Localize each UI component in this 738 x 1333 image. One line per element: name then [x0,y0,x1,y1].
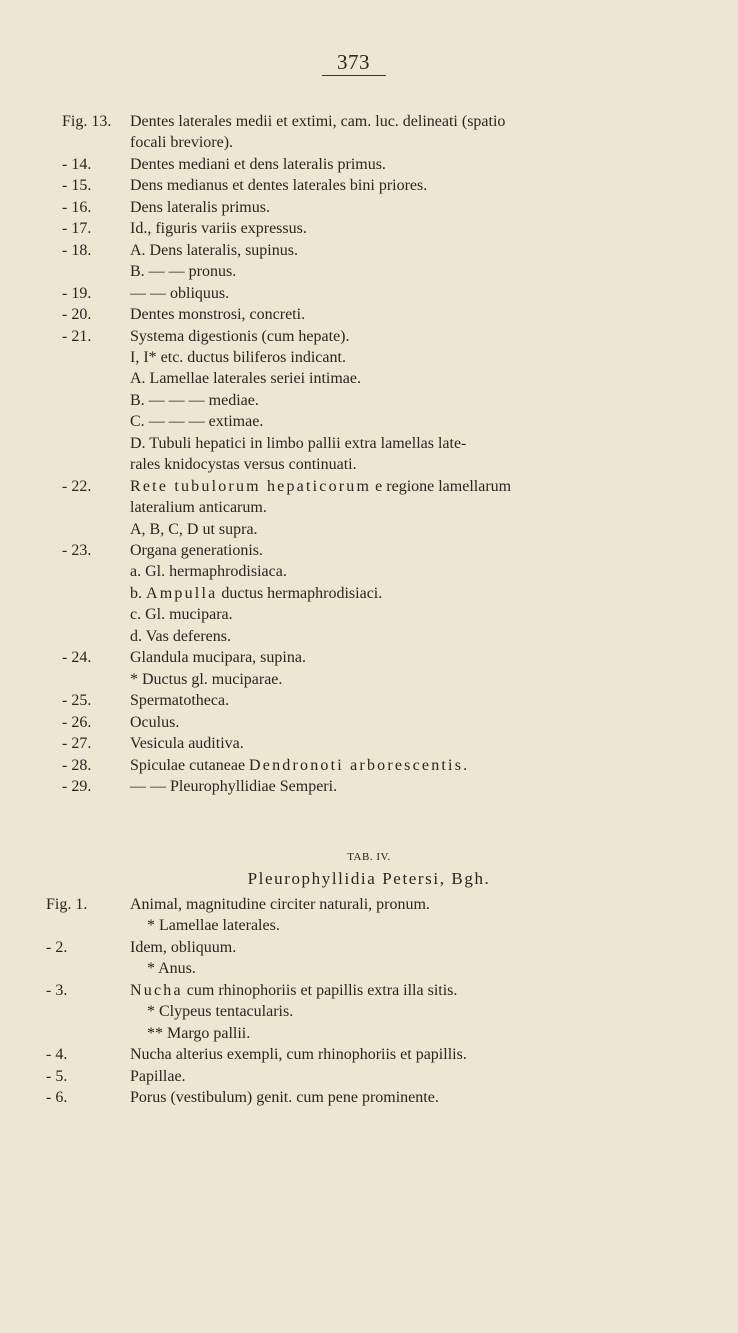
figure-label: - 26. [62,713,92,731]
figure-label: - 29. [62,777,92,795]
figure-description: D. Tubuli hepatici in limbo pallii extra lamellas late- [130,434,467,452]
figure-label: - 6. [46,1089,68,1107]
figure-label: - 20. [62,306,92,324]
figure-description: Rete tubulorum hepaticorum e regione lamellarum [130,477,512,495]
figure-description: Papillae. [130,1067,186,1085]
figure-label: - 17. [62,220,92,238]
page-number-rule [322,75,386,76]
figure-description: b. Ampulla ductus hermaphrodisiaci. [130,584,383,602]
figure-label: - 18. [62,241,92,259]
figure-description: * Anus. [147,960,196,978]
figure-label: Fig. 1. [46,896,88,913]
figure-label: Fig. 13. [62,113,112,130]
figure-description: focali breviore). [130,134,234,152]
figure-description: Dens lateralis primus. [130,198,270,216]
figure-label: - 27. [62,735,92,753]
figure-label: - 25. [62,692,92,710]
figure-description: Dentes mediani et dens lateralis primus. [130,155,386,173]
figure-label: - 14. [62,155,92,173]
figure-description: — — obliquus. [130,284,230,302]
figure-description: ** Margo pallii. [147,1024,251,1042]
figure-description: Systema digestionis (cum hepate). [130,327,350,345]
figure-description: I, I* etc. ductus biliferos indicant. [130,348,346,366]
figure-label: - 23. [62,542,92,559]
figure-description: lateralium anticarum. [130,499,267,517]
figure-description: Porus (vestibulum) genit. cum pene prominente. [130,1089,439,1107]
figure-label: - 16. [62,198,92,216]
figure-label: - 28. [62,756,92,774]
figure-description: c. Gl. mucipara. [130,606,233,624]
figure-description: * Lamellae laterales. [147,917,280,935]
figure-description: Id., figuris variis expressus. [130,220,307,238]
figure-label: - 2. [46,938,68,956]
figure-description: Dentes laterales medii et extimi, cam. luc. delineati (spatio [130,113,506,130]
figure-label: - 19. [62,284,92,302]
figure-description: Vesicula auditiva. [130,735,244,753]
plate-title: Pleurophyllidia Petersi, Bgh. [247,869,491,888]
figure-label: - 22. [62,477,92,495]
figure-description: Nucha cum rhinophoriis et papillis extra illa sitis. [130,981,458,999]
figure-description: A. Lamellae laterales seriei intimae. [130,370,361,388]
figure-description: Organa generationis. [130,542,263,559]
figure-description: A. Dens lateralis, supinus. [130,241,298,259]
figure-label: - 4. [46,1046,68,1064]
figure-description: B. — — pronus. [130,263,237,281]
page-number: 373 [337,50,370,74]
figure-description: rales knidocystas versus continuati. [130,456,357,474]
figure-description: C. — — — extimae. [130,413,264,431]
figure-label: - 5. [46,1067,68,1085]
figure-description: * Clypeus tentacularis. [147,1003,294,1021]
plate-heading: TAB. IV. [347,851,391,863]
figure-label: - 24. [62,649,92,667]
figure-description: Spiculae cutaneae Dendronoti arborescentis. [130,756,468,774]
figure-description: Idem, obliquum. [130,938,237,956]
figure-description: Animal, magnitudine circiter naturali, pronum. [130,896,430,913]
figure-description: B. — — — mediae. [130,391,259,409]
figure-label: - 21. [62,327,92,345]
figure-description: Spermatotheca. [130,692,230,710]
figure-description: A, B, C, D ut supra. [130,520,258,538]
figure-description: — — Pleurophyllidiae Semperi. [130,777,338,795]
figure-description: Nucha alterius exempli, cum rhinophoriis et papillis. [130,1046,467,1064]
figure-description: * Ductus gl. muciparae. [130,670,283,688]
figure-description: d. Vas deferens. [130,627,232,645]
figure-label: - 15. [62,177,92,195]
figure-description: Dentes monstrosi, concreti. [130,306,306,324]
figure-description: Glandula mucipara, supina. [130,649,306,667]
figure-description: a. Gl. hermaphrodisiaca. [130,563,287,581]
figure-label: - 3. [46,981,68,999]
figure-description: Oculus. [130,713,180,731]
figure-description: Dens medianus et dentes laterales bini priores. [130,177,428,195]
